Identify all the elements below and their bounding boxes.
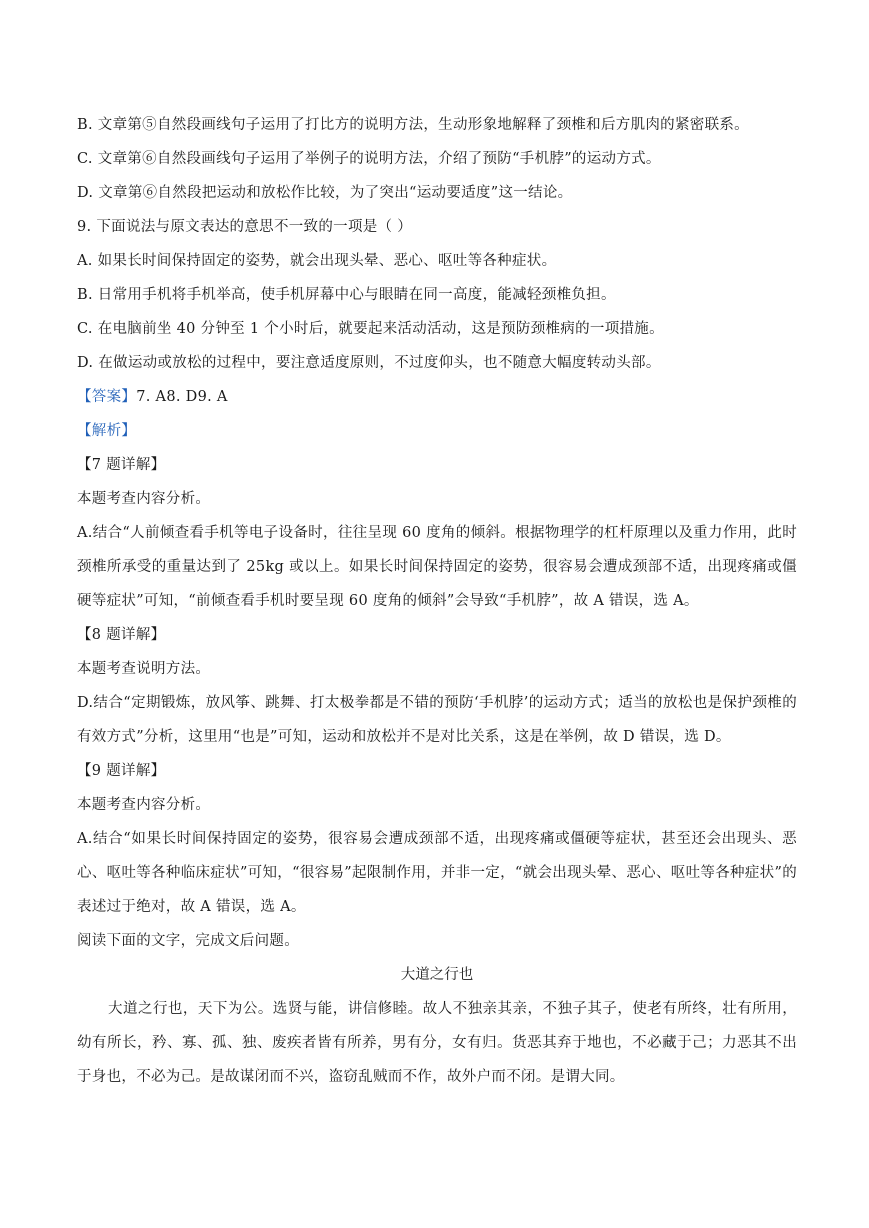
q8-option-c: C. 文章第⑥自然段画线句子运用了举例子的说明方法，介绍了预防“手机脖”的运动方式。 — [77, 151, 661, 167]
answer-text: 7. A8. D9. A — [136, 389, 228, 405]
q9-option-b: B. 日常用手机将手机举高，使手机屏幕中心与眼睛在同一高度，能减轻颈椎负担。 — [77, 287, 616, 303]
q9-option-a: A. 如果长时间保持固定的姿势，就会出现头晕、恶心、呕吐等各种症状。 — [77, 253, 557, 269]
q7-detail-heading: 【7 题详解】 — [77, 457, 166, 473]
q9-option-d: D. 在做运动或放松的过程中，要注意适度原则，不过度仰头，也不随意大幅度转动头部。 — [77, 355, 661, 371]
passage-text: 大道之行也，天下为公。选贤与能，讲信修睦。故人不独亲其亲，不独子其子，使老有所终，壮有所用，幼有所长，矜、寡、孤、独、废疾者皆有所养，男有分，女有归。货恶其弃于地也，不必藏于己；力恶其不出于身也，不必为己。是故谋闭而不兴，盗窃乱贼而不作，故外户而不闭。是谓大同。 — [77, 1001, 797, 1085]
q9-stem: 9. 下面说法与原文表达的意思不一致的一项是（ ） — [77, 219, 413, 235]
q8-detail-topic: 本题考查说明方法。 — [77, 661, 211, 677]
answer-tag: 【答案】 — [77, 389, 137, 405]
document-content — [77, 108, 797, 1094]
q9-detail-topic: 本题考查内容分析。 — [77, 797, 211, 813]
reading-instruction: 阅读下面的文字，完成文后问题。 — [77, 933, 299, 949]
q9-detail-heading: 【9 题详解】 — [77, 763, 166, 779]
q7-detail-body: A.结合“人前倾查看手机等电子设备时，往往呈现 60 度角的倾斜。根据物理学的杠杆原理以及重力作用，此时颈椎所承受的重量达到了 25kg 或以上。如果长时间保持固定的姿势，很容易会遭成颈部不适，出现疼痛或僵硬等症状”可知，“前倾查看手机时要呈现 60 度角的倾斜”会导致“手机脖”，故 A 错误，选 A。 — [77, 525, 797, 609]
q9-detail-body: A.结合“如果长时间保持固定的姿势，很容易会遭成颈部不适，出现疼痛或僵硬等症状，甚至还会出现头、恶心、呕吐等各种临床症状”可知，“很容易”起限制作用，并非一定，“就会出现头晕、恶心、呕吐等各种症状”的表述过于绝对，故 A 错误，选 A。 — [77, 831, 798, 915]
analysis-tag: 【解析】 — [77, 423, 137, 439]
answer-line — [77, 380, 797, 414]
q8-detail-heading: 【8 题详解】 — [77, 627, 166, 643]
q7-detail-topic: 本题考查内容分析。 — [77, 491, 211, 507]
passage-title: 大道之行也 — [400, 967, 474, 983]
q8-detail-body: D.结合“定期锻炼，放风筝、跳舞、打太极拳都是不错的预防‘手机脖’的运动方式；适当的放松也是保护颈椎的有效方式”分析，这里用“也是”可知，运动和放松并不是对比关系，这是在举例，故 D 错误，选 D。 — [77, 695, 797, 745]
q9-option-c: C. 在电脑前坐 40 分钟至 1 个小时后，就要起来活动活动，这是预防颈椎病的一项措施。 — [77, 321, 664, 337]
q8-option-d: D. 文章第⑥自然段把运动和放松作比较，为了突出“运动要适度”这一结论。 — [77, 185, 573, 201]
q8-option-b: B. 文章第⑤自然段画线句子运用了打比方的说明方法，生动形象地解释了颈椎和后方肌肉的紧密联系。 — [77, 117, 749, 133]
